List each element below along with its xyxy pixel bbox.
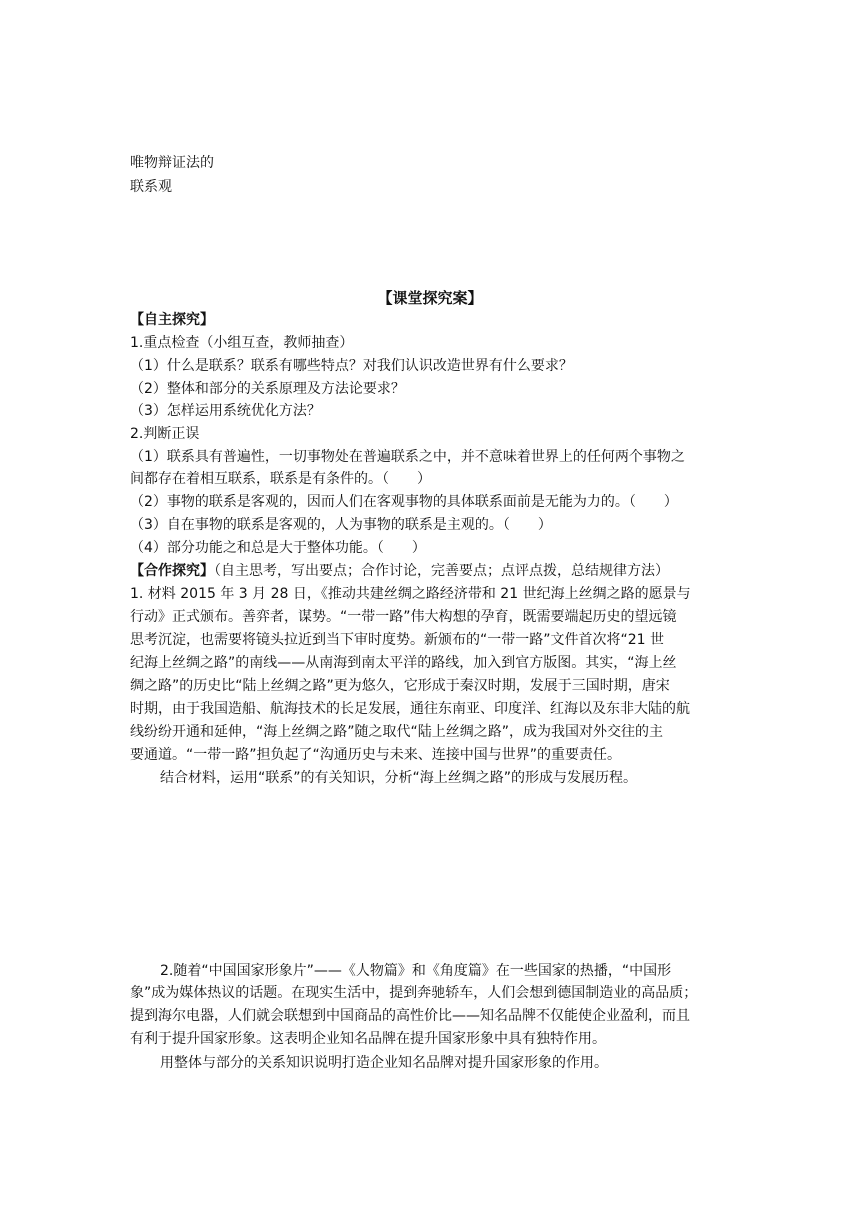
material1-line: 绸之路”的历史比“陆上丝绸之路”更为悠久，它形成于秦汉时期，发展于三国时期，唐宋: [130, 678, 670, 694]
judgement-2: （2）事物的联系是客观的，因而人们在客观事物的具体联系面前是无能为力的。（ ）: [130, 494, 678, 510]
question2: 用整体与部分的关系知识说明打造企业知名品牌对提升国家形象的作用。: [160, 1055, 608, 1071]
question1: 结合材料，运用“联系”的有关知识，分析“海上丝绸之路”的形成与发展历程。: [160, 770, 638, 786]
section-title: 【课堂探究案】: [377, 289, 483, 307]
judgement-4: （4）部分功能之和总是大于整体功能。（ ）: [130, 540, 426, 556]
judgement-1a: （1）联系具有普遍性，一切事物处在普遍联系之中，并不意味着世界上的任何两个事物之: [130, 449, 685, 465]
question-2: （2）整体和部分的关系原理及方法论要求？: [130, 381, 405, 397]
material2-line: 象”成为媒体热议的话题。在现实生活中，提到奔驰轿车，人们会想到德国制造业的高品质；: [130, 985, 698, 1001]
question-1: （1）什么是联系？联系有哪些特点？对我们认识改造世界有什么要求？: [130, 358, 573, 374]
top-label-line1: 唯物辩证法的: [130, 155, 214, 171]
cooperative-heading: 【合作探究】: [130, 563, 214, 579]
material1-line: 行动》正式颁布。善弈者，谋势。“一带一路”伟大构想的孕育，既需要端起历史的望远镜: [130, 609, 677, 625]
material2-line: 提到海尔电器，人们就会联想到中国商品的高性价比——知名品牌不仅能使企业盈利，而且: [130, 1008, 690, 1024]
top-label-line2: 联系观: [130, 179, 172, 195]
cooperative-heading-row: [130, 561, 730, 581]
self-study-heading: 【自主探究】: [130, 312, 214, 328]
key-check-heading: 1.重点检查（小组互查，教师抽查）: [130, 335, 354, 351]
material1-line: 线纷纷开通和延伸，“海上丝绸之路”随之取代“陆上丝绸之路”，成为我国对外交往的主: [130, 724, 664, 740]
cooperative-instruction: （自主思考，写出要点；合作讨论，完善要点；点评点拨，总结规律方法）: [214, 563, 669, 579]
material1-line: 思考沉淀，也需要将镜头拉近到当下审时度势。新颁布的“一带一路”文件首次将“21 世: [130, 632, 665, 648]
material1-line: 时期，由于我国造船、航海技术的长足发展，通往东南亚、印度洋、红海以及东非大陆的航: [130, 701, 690, 717]
material1-line: 要通道。“一带一路”担负起了“沟通历史与未来、连接中国与世界”的重要责任。: [130, 747, 622, 763]
judgement-3: （3）自在事物的联系是客观的，人为事物的联系是主观的。（ ）: [130, 517, 552, 533]
material2-line: 2.随着“中国国家形象片”——《人物篇》和《角度篇》在一些国家的热播，“中国形: [160, 963, 672, 979]
judge-heading: 2.判断正误: [130, 426, 200, 442]
question-3: （3）怎样运用系统优化方法？: [130, 403, 321, 419]
material1-line: 1. 材料 2015 年 3 月 28 日，《推动共建丝绸之路经济带和 21 世纪海上丝绸之路的愿景与: [130, 586, 691, 602]
judgement-1b: 间都存在着相互联系，联系是有条件的。（ ）: [130, 471, 431, 487]
material2-line: 有利于提升国家形象。这表明企业知名品牌在提升国家形象中具有独特作用。: [130, 1031, 606, 1047]
material1-line: 纪海上丝绸之路”的南线——从南海到南太平洋的路线，加入到官方版图。其实，“海上丝: [130, 655, 677, 671]
